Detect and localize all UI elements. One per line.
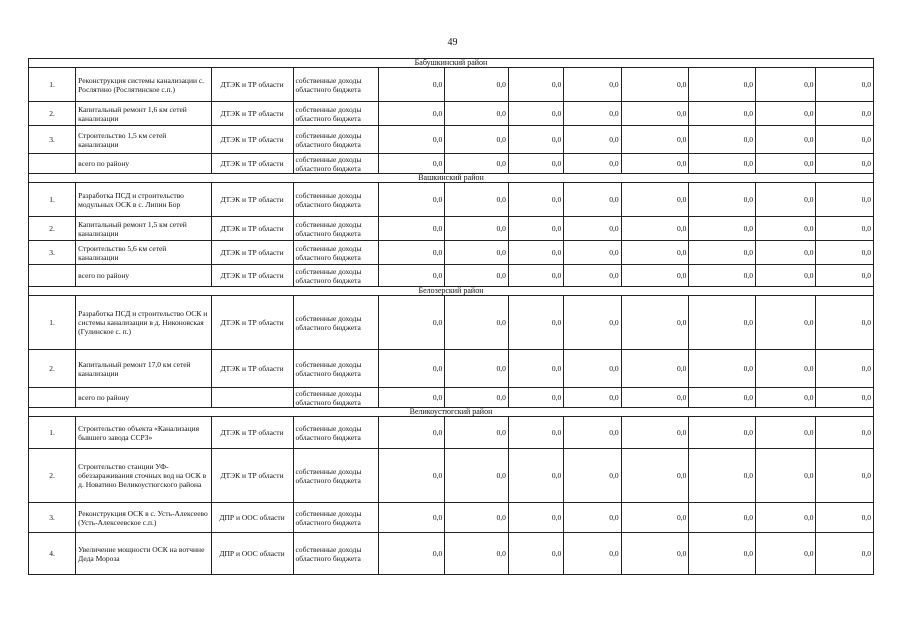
amount-cell: 0,0	[621, 183, 689, 217]
funding-source-cell: собственные доходы областного бюджета	[293, 296, 378, 350]
amount-cell: 0,0	[508, 533, 563, 575]
amount-cell: 0,0	[564, 183, 621, 217]
amount-cell: 0,0	[445, 350, 509, 388]
amount-cell: 0,0	[445, 183, 509, 217]
amount-cell: 0,0	[816, 533, 874, 575]
amount-cell: 0,0	[445, 154, 509, 174]
amount-cell: 0,0	[755, 102, 816, 126]
project-name-cell: Реконструкция ОСК в с. Усть-Алексеево (Усть-Алексеевское с.п.)	[76, 503, 211, 533]
amount-cell: 0,0	[564, 449, 621, 503]
amount-cell: 0,0	[689, 265, 756, 287]
executor-cell	[211, 388, 293, 408]
executor-cell: ДТЭК и ТР области	[211, 68, 293, 102]
amount-cell: 0,0	[816, 296, 874, 350]
amount-cell: 0,0	[816, 241, 874, 265]
executor-cell: ДТЭК и ТР области	[211, 183, 293, 217]
amount-cell: 0,0	[755, 183, 816, 217]
amount-cell: 0,0	[378, 183, 445, 217]
amount-cell: 0,0	[378, 350, 445, 388]
table-row	[29, 350, 874, 388]
page-number: 49	[447, 37, 458, 48]
project-name-cell: Разработка ПСД и строительство ОСК и системы канализации в д. Никоновская (Гулинское с. п.)	[76, 296, 211, 350]
amount-cell: 0,0	[816, 265, 874, 287]
row-number-cell: 3.	[29, 126, 76, 154]
amount-cell: 0,0	[445, 296, 509, 350]
project-name-cell: Капитальный ремонт 17,0 км сетей канализации	[76, 350, 211, 388]
amount-cell: 0,0	[445, 126, 509, 154]
amount-cell: 0,0	[689, 126, 756, 154]
amount-cell: 0,0	[689, 417, 756, 449]
row-number-cell: 1.	[29, 417, 76, 449]
amount-cell: 0,0	[564, 217, 621, 241]
amount-cell: 0,0	[755, 503, 816, 533]
amount-cell: 0,0	[508, 126, 563, 154]
amount-cell: 0,0	[564, 241, 621, 265]
district-total-row	[29, 265, 874, 287]
amount-cell: 0,0	[689, 388, 756, 408]
project-name-cell: всего по району	[76, 265, 211, 287]
amount-cell: 0,0	[564, 503, 621, 533]
funding-source-cell: собственные доходы областного бюджета	[293, 265, 378, 287]
amount-cell: 0,0	[689, 503, 756, 533]
amount-cell: 0,0	[689, 217, 756, 241]
amount-cell: 0,0	[816, 217, 874, 241]
row-number-cell: 4.	[29, 533, 76, 575]
district-name: Бабушкинский район	[29, 59, 874, 68]
amount-cell: 0,0	[816, 350, 874, 388]
amount-cell: 0,0	[508, 183, 563, 217]
amount-cell: 0,0	[508, 102, 563, 126]
amount-cell: 0,0	[755, 68, 816, 102]
amount-cell: 0,0	[445, 217, 509, 241]
amount-cell: 0,0	[445, 102, 509, 126]
funding-source-cell: собственные доходы областного бюджета	[293, 183, 378, 217]
amount-cell: 0,0	[378, 503, 445, 533]
amount-cell: 0,0	[621, 449, 689, 503]
district-header-row	[29, 408, 874, 417]
amount-cell: 0,0	[378, 126, 445, 154]
amount-cell: 0,0	[816, 183, 874, 217]
amount-cell: 0,0	[621, 296, 689, 350]
row-number-cell	[29, 154, 76, 174]
amount-cell: 0,0	[816, 126, 874, 154]
amount-cell: 0,0	[689, 350, 756, 388]
table-body	[29, 59, 874, 575]
amount-cell: 0,0	[816, 503, 874, 533]
amount-cell: 0,0	[564, 533, 621, 575]
table-row	[29, 183, 874, 217]
project-name-cell: Строительство 5,6 км сетей канализации	[76, 241, 211, 265]
amount-cell: 0,0	[564, 296, 621, 350]
funding-source-cell: собственные доходы областного бюджета	[293, 503, 378, 533]
amount-cell: 0,0	[755, 126, 816, 154]
executor-cell: ДТЭК и ТР области	[211, 154, 293, 174]
amount-cell: 0,0	[378, 265, 445, 287]
funding-source-cell: собственные доходы областного бюджета	[293, 350, 378, 388]
executor-cell: ДТЭК и ТР области	[211, 449, 293, 503]
amount-cell: 0,0	[378, 68, 445, 102]
amount-cell: 0,0	[508, 296, 563, 350]
amount-cell: 0,0	[689, 154, 756, 174]
project-name-cell: Капитальный ремонт 1,5 км сетей канализации	[76, 217, 211, 241]
executor-cell: ДТЭК и ТР области	[211, 350, 293, 388]
amount-cell: 0,0	[445, 533, 509, 575]
amount-cell: 0,0	[378, 102, 445, 126]
row-number-cell: 1.	[29, 183, 76, 217]
table-row	[29, 68, 874, 102]
amount-cell: 0,0	[564, 388, 621, 408]
funding-source-cell: собственные доходы областного бюджета	[293, 417, 378, 449]
amount-cell: 0,0	[508, 503, 563, 533]
table-row	[29, 503, 874, 533]
amount-cell: 0,0	[508, 241, 563, 265]
amount-cell: 0,0	[508, 68, 563, 102]
amount-cell: 0,0	[508, 449, 563, 503]
amount-cell: 0,0	[621, 417, 689, 449]
amount-cell: 0,0	[621, 265, 689, 287]
amount-cell: 0,0	[564, 68, 621, 102]
district-header-row	[29, 59, 874, 68]
row-number-cell: 2.	[29, 449, 76, 503]
amount-cell: 0,0	[621, 68, 689, 102]
amount-cell: 0,0	[755, 388, 816, 408]
amount-cell: 0,0	[816, 102, 874, 126]
amount-cell: 0,0	[564, 154, 621, 174]
executor-cell: ДПР и ООС области	[211, 533, 293, 575]
amount-cell: 0,0	[755, 241, 816, 265]
district-total-row	[29, 388, 874, 408]
funding-source-cell: собственные доходы областного бюджета	[293, 388, 378, 408]
amount-cell: 0,0	[564, 265, 621, 287]
amount-cell: 0,0	[508, 350, 563, 388]
row-number-cell: 2.	[29, 217, 76, 241]
executor-cell: ДТЭК и ТР области	[211, 241, 293, 265]
table-row	[29, 417, 874, 449]
row-number-cell: 3.	[29, 241, 76, 265]
amount-cell: 0,0	[445, 265, 509, 287]
amount-cell: 0,0	[445, 388, 509, 408]
table-row	[29, 217, 874, 241]
amount-cell: 0,0	[816, 388, 874, 408]
table-row	[29, 533, 874, 575]
row-number-cell: 1.	[29, 296, 76, 350]
table-row	[29, 126, 874, 154]
amount-cell: 0,0	[564, 126, 621, 154]
project-name-cell: всего по району	[76, 388, 211, 408]
executor-cell: ДТЭК и ТР области	[211, 296, 293, 350]
district-name: Великоустюгский район	[29, 408, 874, 417]
amount-cell: 0,0	[445, 417, 509, 449]
project-name-cell: Увеличение мощности ОСК на вотчине Деда Мороза	[76, 533, 211, 575]
amount-cell: 0,0	[621, 154, 689, 174]
funding-source-cell: собственные доходы областного бюджета	[293, 217, 378, 241]
funding-source-cell: собственные доходы областного бюджета	[293, 102, 378, 126]
amount-cell: 0,0	[445, 503, 509, 533]
project-name-cell: Реконструкция системы канализации с. Рослятино (Рослятинское с.п.)	[76, 68, 211, 102]
amount-cell: 0,0	[508, 417, 563, 449]
project-name-cell: Строительство 1,5 км сетей канализации	[76, 126, 211, 154]
table-row	[29, 296, 874, 350]
project-name-cell: Строительство объекта «Канализация бывшего завода ССРЗ»	[76, 417, 211, 449]
amount-cell: 0,0	[755, 265, 816, 287]
budget-table	[28, 58, 874, 575]
amount-cell: 0,0	[621, 350, 689, 388]
amount-cell: 0,0	[378, 533, 445, 575]
amount-cell: 0,0	[755, 533, 816, 575]
row-number-cell	[29, 265, 76, 287]
amount-cell: 0,0	[508, 265, 563, 287]
amount-cell: 0,0	[689, 533, 756, 575]
funding-source-cell: собственные доходы областного бюджета	[293, 449, 378, 503]
amount-cell: 0,0	[689, 183, 756, 217]
amount-cell: 0,0	[689, 241, 756, 265]
row-number-cell: 2.	[29, 350, 76, 388]
table-row	[29, 241, 874, 265]
executor-cell: ДТЭК и ТР области	[211, 126, 293, 154]
amount-cell: 0,0	[816, 154, 874, 174]
amount-cell: 0,0	[689, 68, 756, 102]
amount-cell: 0,0	[564, 417, 621, 449]
amount-cell: 0,0	[378, 296, 445, 350]
executor-cell: ДТЭК и ТР области	[211, 417, 293, 449]
project-name-cell: всего по району	[76, 154, 211, 174]
amount-cell: 0,0	[621, 102, 689, 126]
row-number-cell: 2.	[29, 102, 76, 126]
amount-cell: 0,0	[508, 154, 563, 174]
amount-cell: 0,0	[378, 388, 445, 408]
amount-cell: 0,0	[755, 350, 816, 388]
amount-cell: 0,0	[378, 241, 445, 265]
amount-cell: 0,0	[816, 449, 874, 503]
funding-source-cell: собственные доходы областного бюджета	[293, 68, 378, 102]
amount-cell: 0,0	[621, 126, 689, 154]
table-row	[29, 449, 874, 503]
amount-cell: 0,0	[621, 533, 689, 575]
amount-cell: 0,0	[755, 449, 816, 503]
amount-cell: 0,0	[445, 241, 509, 265]
amount-cell: 0,0	[755, 296, 816, 350]
project-name-cell: Строительство станции УФ-обеззараживания сточных вод на ОСК в д. Новатино Великоустюгского района	[76, 449, 211, 503]
amount-cell: 0,0	[689, 102, 756, 126]
amount-cell: 0,0	[564, 350, 621, 388]
row-number-cell: 3.	[29, 503, 76, 533]
amount-cell: 0,0	[689, 296, 756, 350]
amount-cell: 0,0	[689, 449, 756, 503]
amount-cell: 0,0	[378, 217, 445, 241]
amount-cell: 0,0	[621, 217, 689, 241]
project-name-cell: Капитальный ремонт 1,6 км сетей канализации	[76, 102, 211, 126]
row-number-cell: 1.	[29, 68, 76, 102]
executor-cell: ДТЭК и ТР области	[211, 217, 293, 241]
project-name-cell: Разработка ПСД и строительство модульных ОСК в с. Липин Бор	[76, 183, 211, 217]
executor-cell: ДТЭК и ТР области	[211, 102, 293, 126]
funding-source-cell: собственные доходы областного бюджета	[293, 241, 378, 265]
amount-cell: 0,0	[621, 503, 689, 533]
amount-cell: 0,0	[755, 154, 816, 174]
district-header-row	[29, 174, 874, 183]
amount-cell: 0,0	[816, 417, 874, 449]
amount-cell: 0,0	[621, 388, 689, 408]
funding-source-cell: собственные доходы областного бюджета	[293, 126, 378, 154]
amount-cell: 0,0	[755, 417, 816, 449]
amount-cell: 0,0	[378, 449, 445, 503]
amount-cell: 0,0	[445, 68, 509, 102]
amount-cell: 0,0	[508, 388, 563, 408]
district-name: Вашкинский район	[29, 174, 874, 183]
amount-cell: 0,0	[755, 217, 816, 241]
district-header-row	[29, 287, 874, 296]
funding-source-cell: собственные доходы областного бюджета	[293, 154, 378, 174]
amount-cell: 0,0	[378, 417, 445, 449]
amount-cell: 0,0	[564, 102, 621, 126]
amount-cell: 0,0	[445, 449, 509, 503]
amount-cell: 0,0	[508, 217, 563, 241]
amount-cell: 0,0	[621, 241, 689, 265]
row-number-cell	[29, 388, 76, 408]
district-name: Белозерский район	[29, 287, 874, 296]
executor-cell: ДТЭК и ТР области	[211, 265, 293, 287]
amount-cell: 0,0	[816, 68, 874, 102]
funding-source-cell: собственные доходы областного бюджета	[293, 533, 378, 575]
executor-cell: ДПР и ООС области	[211, 503, 293, 533]
table-row	[29, 102, 874, 126]
amount-cell: 0,0	[378, 154, 445, 174]
district-total-row	[29, 154, 874, 174]
